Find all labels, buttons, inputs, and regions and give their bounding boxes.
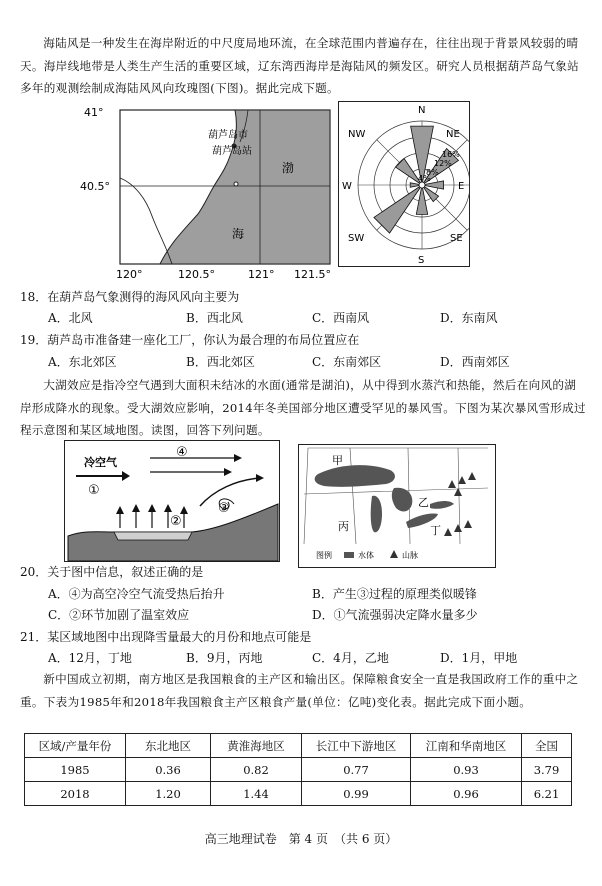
place-yi: 乙 [418, 496, 429, 509]
table-cell: 6.21 [522, 782, 572, 806]
label-3: ③ [218, 501, 230, 516]
rose-ring-label-12: 12% [434, 159, 452, 168]
table-cell: 3.79 [522, 758, 572, 782]
table-cell: 1985 [25, 758, 126, 782]
sea-label-2: 海 [232, 227, 245, 241]
legend-water: 水体 [358, 551, 374, 560]
rose-dir-n: N [418, 105, 426, 116]
q19-option-b[interactable]: B．西北郊区 [186, 355, 255, 369]
rose-dir-ne: NE [446, 129, 460, 140]
table-cell: 1.44 [211, 782, 302, 806]
q21-option-d[interactable]: D．1月，甲地 [440, 651, 518, 665]
table-cell: 0.82 [211, 758, 302, 782]
wind-rose [338, 101, 470, 267]
rose-dir-sw: SW [348, 233, 365, 244]
q19-option-c[interactable]: C．东南郊区 [312, 355, 382, 369]
q19-option-a[interactable]: A．东北郊区 [48, 355, 117, 369]
lat-40-5-label: 40.5° [80, 180, 110, 193]
question-19-stem: 19．葫芦岛市准备建一座化工厂，你认为最合理的布局位置应在 [20, 333, 360, 347]
q18-option-b[interactable]: B．西北风 [186, 311, 243, 325]
lon-120-label: 120° [116, 268, 143, 281]
table-cell: 0.93 [411, 758, 522, 782]
table-header-cell: 区域/产量年份 [25, 734, 126, 758]
table-header-cell: 黄淮海地区 [211, 734, 302, 758]
lon-121-5-label: 121.5° [294, 268, 331, 281]
intro-paragraph-2: 大湖效应是指冷空气遇到大面积未结冰的水面(通常是湖泊)，从中得到水蒸汽和热能，然后在向风的湖岸形成降水的现象。受大湖效应影响，2014年冬美国部分地区遭受罕见的暴风雪。下图为某次暴风雪形成过程示意图和某区域地图。读图，回答下列问题。 [20, 378, 586, 437]
legend-label: 图例 [316, 551, 332, 560]
rose-dir-w: W [342, 181, 352, 192]
table-cell: 0.99 [302, 782, 411, 806]
wind-rose-figure [338, 101, 470, 267]
table-cell: 1.20 [126, 782, 211, 806]
intro-paragraph-3: 新中国成立初期，南方地区是我国粮食的主产区和输出区。保障粮食安全一直是我国政府工作的重中之重。下表为1985年和2018年我国粮食主产区粮食产量(单位：亿吨)变化表。据此完成下面小题。 [20, 672, 579, 709]
table-header-cell: 全国 [522, 734, 572, 758]
question-20-stem: 20．关于图中信息，叙述正确的是 [20, 565, 204, 579]
table-header-cell: 东北地区 [126, 734, 211, 758]
rose-ring-label-8: 8% [426, 168, 439, 177]
q18-option-c[interactable]: C．西南风 [312, 311, 370, 325]
q20-option-d[interactable]: D．①气流强弱决定降水量多少 [312, 608, 478, 622]
great-lakes-map-figure [298, 444, 496, 568]
q18-option-d[interactable]: D．东南风 [440, 311, 498, 325]
rose-dir-s: S [418, 255, 425, 266]
city-label: 葫芦岛市 [208, 130, 248, 141]
q18-option-a[interactable]: A．北风 [48, 311, 93, 325]
table-header-cell: 江南和华南地区 [411, 734, 522, 758]
table-header-cell: 长江中下游地区 [302, 734, 411, 758]
cold-air-label: 冷空气 [84, 456, 117, 469]
label-1: ① [88, 483, 100, 498]
lat-41-label: 41° [84, 106, 104, 119]
rose-ring-label-16: 16% [442, 150, 460, 159]
table-row [25, 758, 572, 782]
great-lakes-map [298, 444, 496, 568]
q21-option-a[interactable]: A．12月，丁地 [48, 651, 132, 665]
intro-paragraph-1: 海陆风是一种发生在海岸附近的中尺度局地环流，在全球范围内普遍存在，往往出现于背景风较弱的晴天。海岸线地带是人类生产生活的重要区域，辽东湾西海岸是海陆风的频发区。研究人员根据葫芦岛气象站多年的观测绘制成海陆风风向玫瑰图(下图)。据此完成下题。 [20, 36, 580, 95]
table-row [25, 782, 572, 806]
legend-mountain: 山脉 [402, 551, 418, 560]
q21-option-b[interactable]: B．9月，丙地 [186, 651, 263, 665]
q20-option-c[interactable]: C．②环节加剧了温室效应 [48, 608, 190, 622]
question-18-stem: 18．在葫芦岛气象测得的海风风向主要为 [20, 290, 240, 304]
station-label: 葫芦岛站 [212, 146, 252, 157]
legend-water-swatch [344, 552, 354, 558]
lon-121-label: 121° [248, 268, 275, 281]
rose-dir-se: SE [450, 233, 463, 244]
lake-effect-diagram-figure [64, 440, 280, 562]
rose-ring-label-4: 4% [418, 174, 431, 183]
island-point [234, 182, 238, 186]
map-huludao-figure [80, 104, 340, 284]
grain-production-table [24, 733, 572, 806]
q21-option-c[interactable]: C．4月，乙地 [312, 651, 389, 665]
table-cell: 0.96 [411, 782, 522, 806]
page-footer: 高三地理试卷 第 4 页 （共 6 页） [204, 832, 398, 846]
map-huludao [80, 104, 340, 284]
table-cell: 2018 [25, 782, 126, 806]
place-bing: 丙 [338, 520, 349, 533]
place-jia: 甲 [332, 454, 343, 467]
table-header-row [25, 734, 572, 758]
q19-option-d[interactable]: D．西南郊区 [440, 355, 510, 369]
sea-label-1: 渤 [282, 161, 295, 175]
lake-effect-diagram [64, 440, 280, 562]
rose-dir-nw: NW [348, 129, 366, 140]
table-cell: 0.77 [302, 758, 411, 782]
lon-120-5-label: 120.5° [178, 268, 215, 281]
q20-option-b[interactable]: B．产生③过程的原理类似暖锋 [312, 587, 477, 601]
table-cell: 0.36 [126, 758, 211, 782]
q20-option-a[interactable]: A．④为高空冷空气流受热后抬升 [48, 587, 225, 601]
label-2: ② [170, 514, 182, 529]
place-ding: 丁 [430, 524, 441, 537]
question-21-stem: 21．某区域地图中出现降雪量最大的月份和地点可能是 [20, 630, 312, 644]
label-4: ④ [176, 445, 188, 460]
rose-dir-e-visible: E [458, 181, 465, 192]
